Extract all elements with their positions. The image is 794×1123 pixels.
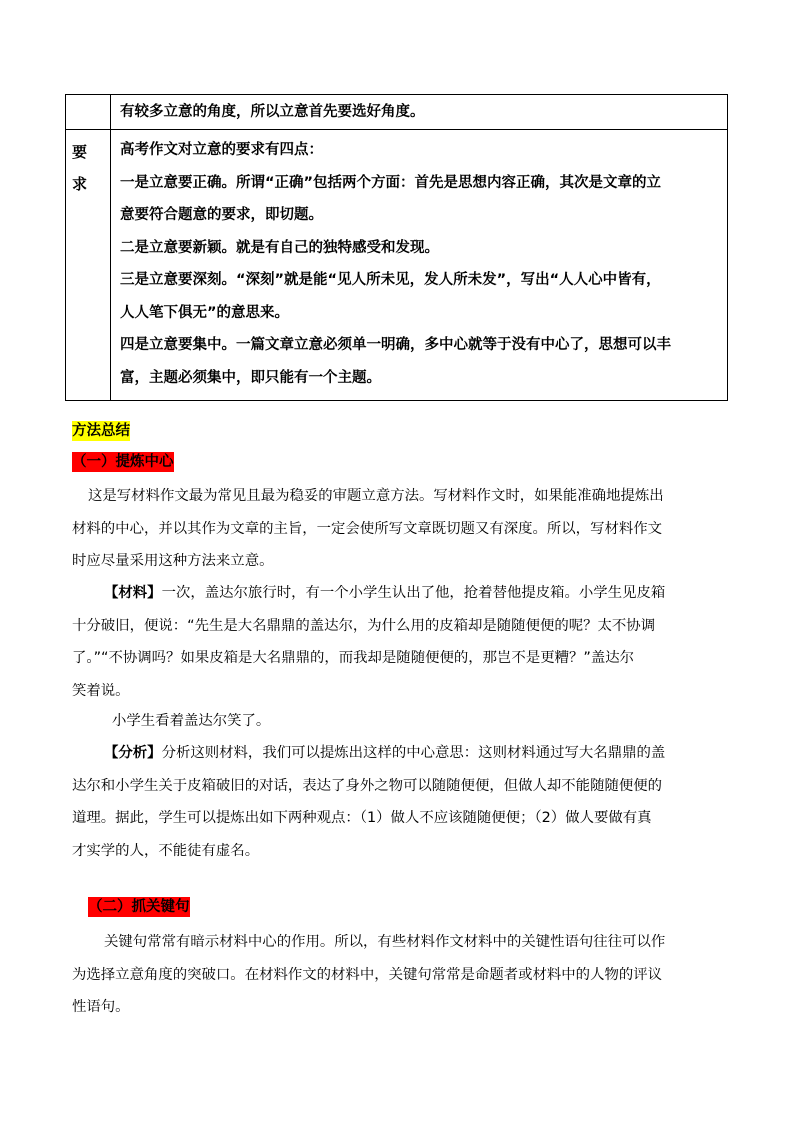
analysis-label: 【分析】 xyxy=(104,745,162,761)
text-line: 四是立意要集中。一篇文章立意必须单一明确，多中心就等于没有中心了，思想可以丰 xyxy=(120,337,671,353)
label-char: 求 xyxy=(72,175,88,193)
material-label: 【材料】 xyxy=(104,585,162,601)
text-line: 时应尽量采用这种方法来立意。 xyxy=(72,553,274,569)
text-line: 道理。据此，学生可以提炼出如下两种观点：（1）做人不应该随随便便；（2）做人要做有真 xyxy=(72,810,652,826)
text-line: 高考作文对立意的要求有四点： xyxy=(120,142,323,158)
text-line: 才实学的人，不能徒有虚名。 xyxy=(72,842,260,859)
text-line: 材料的中心，并以其作为文章的主旨，一定会使所写文章既切题又有深度。所以，写材料作文 xyxy=(72,520,663,537)
method-summary-heading: 方法总结 xyxy=(72,423,130,439)
paragraph-intro xyxy=(72,480,732,578)
row-content: 有较多立意的角度，所以立意首先要选好角度。 xyxy=(111,95,728,130)
text-line: 十分破旧，便说：“先生是大名鼎鼎的盖达尔，为什么用的皮箱却是随随便便的呢？太不协调 xyxy=(72,617,656,634)
row-label xyxy=(66,95,111,130)
material-text: 一次，盖达尔旅行时，有一个小学生认出了他，抢着替他提皮箱。小学生见皮箱 xyxy=(161,585,666,601)
label-char: 要 xyxy=(72,143,88,161)
text-line: 小学生看着盖达尔笑了。 xyxy=(112,713,271,729)
text-line xyxy=(72,737,732,770)
table-row xyxy=(66,95,728,130)
text-line xyxy=(72,577,732,610)
text-line: 笑着说。 xyxy=(72,682,130,699)
paragraph-key-sentence xyxy=(72,926,732,1024)
text-line: 三是立意要深刻。“深刻”就是能“见人所未见，发人所未发”，写出“人人心中皆有， xyxy=(120,272,661,288)
text-line: 性语句。 xyxy=(72,999,130,1015)
text-line: 一是立意要正确。所谓“正确”包括两个方面：首先是思想内容正确，其次是文章的立 xyxy=(120,174,662,191)
paragraph-material xyxy=(72,577,732,707)
subheading-key-sentence: （二）抓关键句 xyxy=(88,899,190,915)
text-line: 达尔和小学生关于皮箱破旧的对话，表达了身外之物可以随随便便，但做人却不能随随便便的 xyxy=(72,777,663,794)
analysis-text: 分析这则材料，我们可以提炼出这样的中心意思：这则材料通过写大名鼎鼎的盖 xyxy=(161,745,666,761)
text-line: 关键句常常有暗示材料中心的作用。所以，有些材料作文材料中的关键性语句往往可以作 xyxy=(104,934,666,950)
text-line: 为选择立意角度的突破口。在材料作文的材料中，关键句常常是命题者或材料中的人物的评议 xyxy=(72,966,663,983)
text-line: 二是立意要新颖。就是有自己的独特感受和发现。 xyxy=(120,239,439,256)
subheading-extract-center: （一）提炼中心 xyxy=(72,454,174,470)
text-line: 这是写材料作文最为常见且最为稳妥的审题立意方法。写材料作文时，如果能准确地提炼出 xyxy=(88,488,664,504)
row-label xyxy=(66,130,111,401)
requirements-table xyxy=(65,94,728,401)
text-line: 了。”“不协调吗？如果皮箱是大名鼎鼎的，而我却是随随便便的，那岂不是更糟？”盖达尔 xyxy=(72,650,635,666)
paragraph-material-end xyxy=(72,705,732,738)
text-line: 人人笔下俱无”的意思来。 xyxy=(120,304,290,321)
row-content xyxy=(111,130,728,401)
text-line: 富，主题必须集中，即只能有一个主题。 xyxy=(120,369,381,386)
paragraph-analysis xyxy=(72,737,732,867)
text-line: 意要符合题意的要求，即切题。 xyxy=(120,207,323,223)
table-row xyxy=(66,130,728,401)
